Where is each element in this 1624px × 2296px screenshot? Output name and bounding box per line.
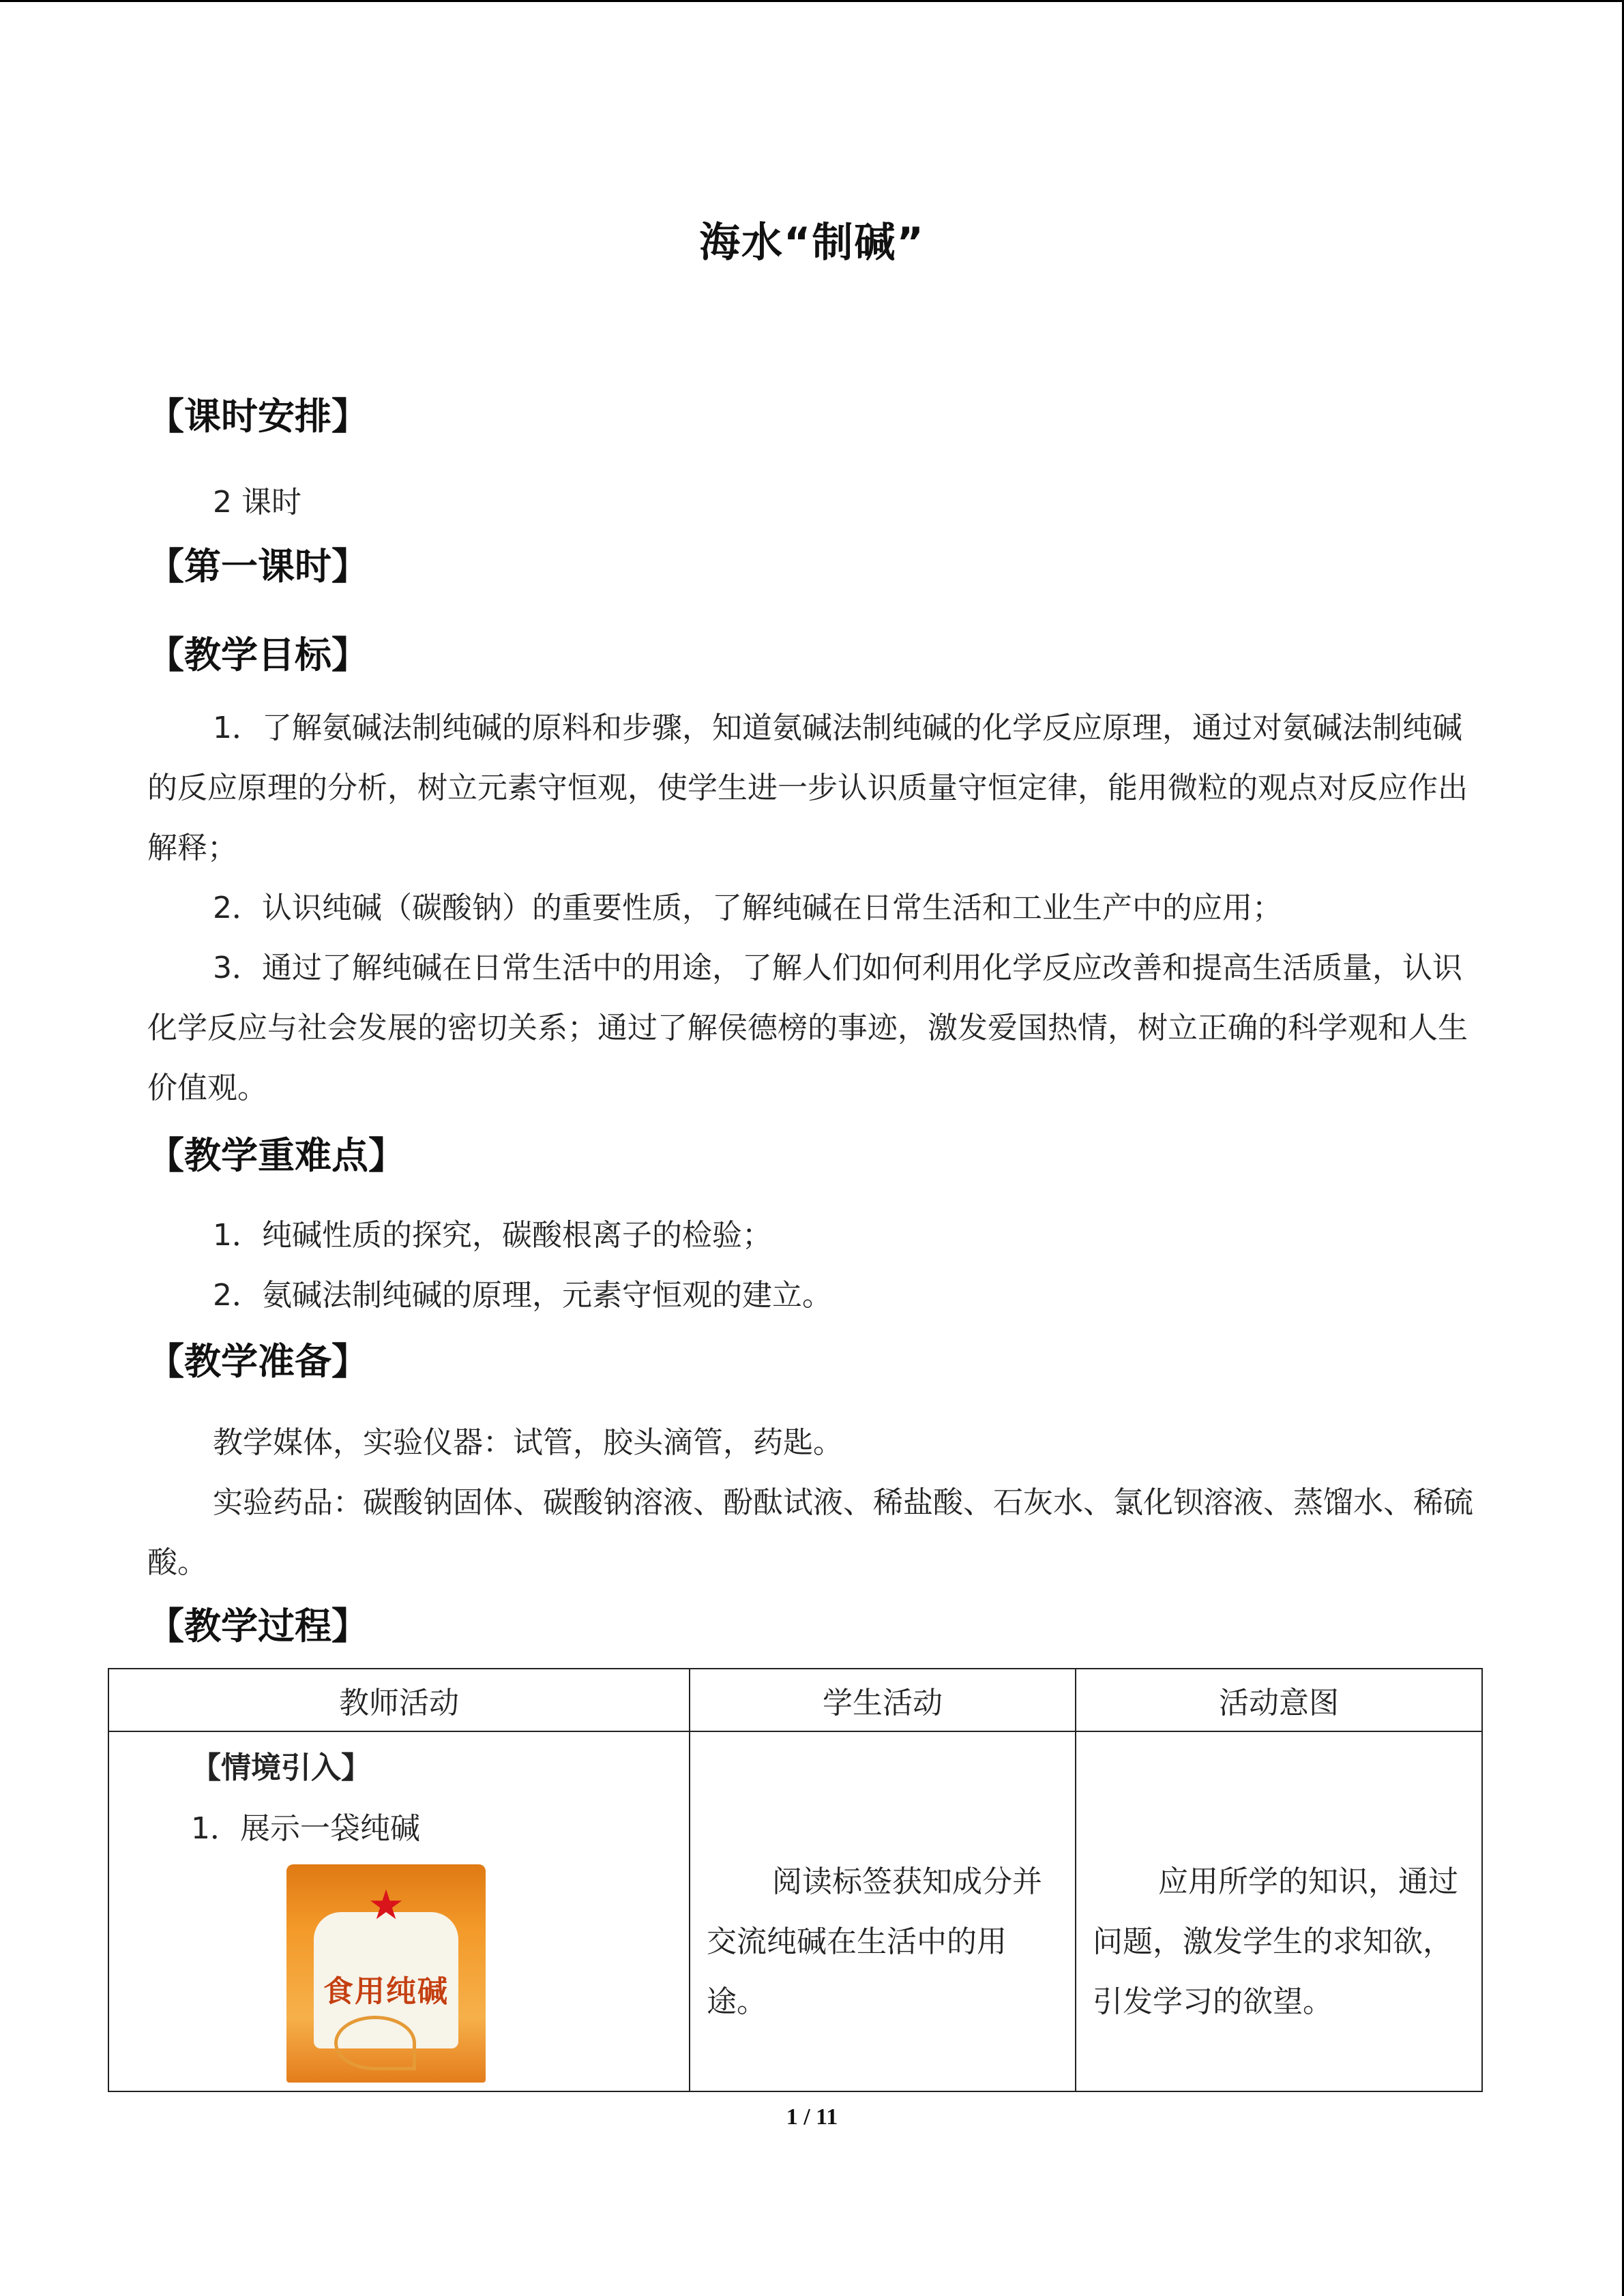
student-activity-text: 阅读标签获知成分并交流纯碱在生活中的用途。 xyxy=(707,1864,1042,2019)
intro-title: 【情境引入】 xyxy=(191,1750,371,1785)
page-number: 1 / 11 xyxy=(786,2104,838,2130)
heading-first-lesson: 【第一课时】 xyxy=(147,545,368,588)
header-purpose: 活动意图 xyxy=(1076,1669,1482,1731)
table-header-row xyxy=(108,1669,1482,1731)
preparation-item-2: 实验药品：碳酸钠固体、碳酸钠溶液、酚酞试液、稀盐酸、石灰水、氯化钡溶液、蒸馏水、稀硫酸。 xyxy=(147,1485,1473,1580)
goal-item-3: 3．通过了解纯碱在日常生活中的用途，了解人们如何利用化学反应改善和提高生活质量，认识化学反应与社会发展的密切关系；通过了解侯德榜的事迹，激发爱国热情，树立正确的科学观和人生价值观。 xyxy=(147,951,1468,1105)
heading-key-points: 【教学重难点】 xyxy=(147,1134,405,1177)
key-point-2: 2．氨碱法制纯碱的原理，元素守恒观的建立。 xyxy=(213,1278,832,1313)
purpose-text: 应用所学的知识，通过问题，激发学生的求知欲，引发学习的欲望。 xyxy=(1093,1864,1458,2019)
preparation-item-1: 教学媒体，实验仪器：试管，胶头滴管，药匙。 xyxy=(213,1425,843,1460)
goal-item-2: 2．认识纯碱（碳酸钠）的重要性质，了解纯碱在日常生活和工业生产中的应用； xyxy=(213,891,1282,925)
star-icon: ★ xyxy=(368,1881,404,1929)
heading-schedule: 【课时安排】 xyxy=(147,395,368,438)
purpose-cell xyxy=(1076,1731,1482,2091)
teacher-activity-cell xyxy=(108,1731,690,2091)
heading-process: 【教学过程】 xyxy=(147,1605,368,1648)
header-teacher: 教师活动 xyxy=(108,1669,690,1731)
goal-item-1: 1．了解氨碱法制纯碱的原料和步骤，知道氨碱法制纯碱的化学反应原理，通过对氨碱法制纯碱的反应原理的分析，树立元素守恒观，使学生进一步认识质量守恒定律，能用微粒的观点对反应作出解释； xyxy=(147,711,1468,865)
heading-goals: 【教学目标】 xyxy=(147,633,368,676)
table-row xyxy=(108,1731,1482,2091)
page-border-top xyxy=(0,0,1624,2)
heading-preparation: 【教学准备】 xyxy=(147,1340,368,1383)
header-student: 学生活动 xyxy=(690,1669,1076,1731)
schedule-text: 2 课时 xyxy=(213,485,301,520)
document-title: 海水“制碱” xyxy=(699,219,925,267)
soda-package-image xyxy=(286,1864,486,2083)
student-activity-cell xyxy=(690,1731,1076,2091)
teaching-process-table xyxy=(108,1668,1483,2092)
intro-item: 1．展示一袋纯碱 xyxy=(191,1811,420,1846)
package-label: 食用纯碱 xyxy=(323,1974,449,2009)
key-point-1: 1．纯碱性质的探究，碳酸根离子的检验； xyxy=(213,1218,772,1253)
heart-icon xyxy=(334,2016,416,2070)
